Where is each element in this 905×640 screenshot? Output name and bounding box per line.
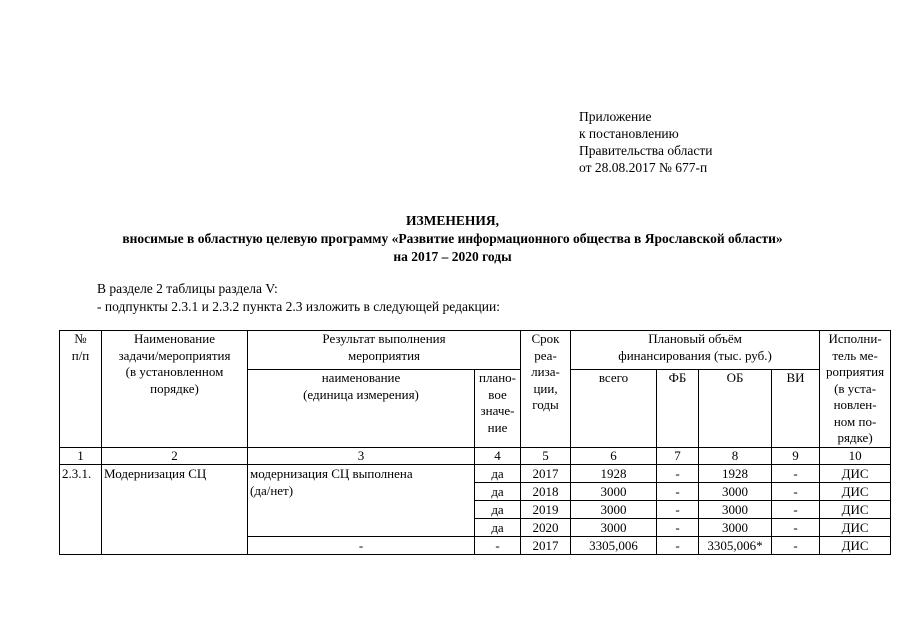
cell-plan: да (475, 518, 521, 536)
header-num: № п/п (60, 331, 102, 448)
cell-year: 2019 (521, 500, 571, 518)
column-number: 5 (521, 447, 571, 464)
item-name: Модернизация СЦ (102, 464, 248, 554)
title-period: на 2017 – 2020 годы (393, 249, 512, 264)
column-numbers-row (60, 447, 891, 464)
cell-ob: 3305,006* (699, 536, 772, 554)
cell-total: 3000 (571, 500, 657, 518)
appendix-line: к постановлению (579, 126, 679, 141)
header-funding-total: всего (571, 370, 657, 447)
cell-total: 1928 (571, 464, 657, 482)
header-term: Срок реа- лиза- ции, годы (521, 331, 571, 448)
cell-plan: да (475, 482, 521, 500)
title-subtitle: вносимые в областную целевую программу «Развитие информационного общества в Ярославской области» (122, 231, 783, 246)
table-row (60, 464, 891, 482)
cell-ob: 1928 (699, 464, 772, 482)
cell-vi: - (772, 464, 820, 482)
header-funding-vi: ВИ (772, 370, 820, 447)
title-heading: ИЗМЕНЕНИЯ, (405, 213, 499, 228)
item-result-name: модернизация СЦ выполнена (да/нет) (248, 464, 475, 536)
item-number: 2.3.1. (60, 464, 102, 554)
cell-ob: 3000 (699, 518, 772, 536)
header-funding: Плановый объём финансирования (тыс. руб.) (571, 331, 820, 370)
intro-text (97, 280, 500, 316)
header-funding-ob: ОБ (699, 370, 772, 447)
cell-executor: ДИС (820, 482, 891, 500)
cell-plan: - (475, 536, 521, 554)
header-funding-fb: ФБ (657, 370, 699, 447)
cell-ob: 3000 (699, 482, 772, 500)
cell-fb: - (657, 464, 699, 482)
column-number: 2 (102, 447, 248, 464)
header-executor: Исполни- тель ме- роприятия (в уста- новлен- ном по- рядке) (820, 331, 891, 448)
cell-executor: ДИС (820, 500, 891, 518)
cell-year: 2017 (521, 464, 571, 482)
cell-vi: - (772, 500, 820, 518)
header-result: Результат выполнения мероприятия (248, 331, 521, 370)
intro-line: - подпункты 2.3.1 и 2.3.2 пункта 2.3 изложить в следующей редакции: (97, 299, 500, 314)
column-number: 3 (248, 447, 475, 464)
header-row (60, 331, 891, 370)
header-result-name: наименование (единица измерения) (248, 370, 475, 447)
cell-plan: да (475, 500, 521, 518)
cell-year: 2017 (521, 536, 571, 554)
appendix-block (579, 108, 712, 176)
cell-executor: ДИС (820, 464, 891, 482)
appendix-line: Приложение (579, 109, 652, 124)
cell-year: 2020 (521, 518, 571, 536)
changes-table (59, 330, 891, 555)
cell-vi: - (772, 482, 820, 500)
cell-fb: - (657, 500, 699, 518)
intro-line: В разделе 2 таблицы раздела V: (97, 281, 278, 296)
cell-total: 3000 (571, 518, 657, 536)
header-result-plan: плано- вое значе- ние (475, 370, 521, 447)
cell-year: 2018 (521, 482, 571, 500)
cell-vi: - (772, 518, 820, 536)
cell-total: 3305,006 (571, 536, 657, 554)
column-number: 6 (571, 447, 657, 464)
cell-plan: да (475, 464, 521, 482)
appendix-line: от 28.08.2017 № 677-п (579, 160, 708, 175)
cell-fb: - (657, 518, 699, 536)
column-number: 8 (699, 447, 772, 464)
column-number: 7 (657, 447, 699, 464)
cell-fb: - (657, 482, 699, 500)
appendix-line: Правительства области (579, 143, 713, 158)
cell-executor: ДИС (820, 518, 891, 536)
cell-total: 3000 (571, 482, 657, 500)
cell-fb: - (657, 536, 699, 554)
column-number: 1 (60, 447, 102, 464)
cell-result-name: - (248, 536, 475, 554)
column-number: 4 (475, 447, 521, 464)
cell-ob: 3000 (699, 500, 772, 518)
cell-executor: ДИС (820, 536, 891, 554)
header-task: Наименование задачи/мероприятия (в установленном порядке) (102, 331, 248, 448)
column-number: 9 (772, 447, 820, 464)
column-number: 10 (820, 447, 891, 464)
cell-vi: - (772, 536, 820, 554)
document-title (0, 212, 905, 266)
